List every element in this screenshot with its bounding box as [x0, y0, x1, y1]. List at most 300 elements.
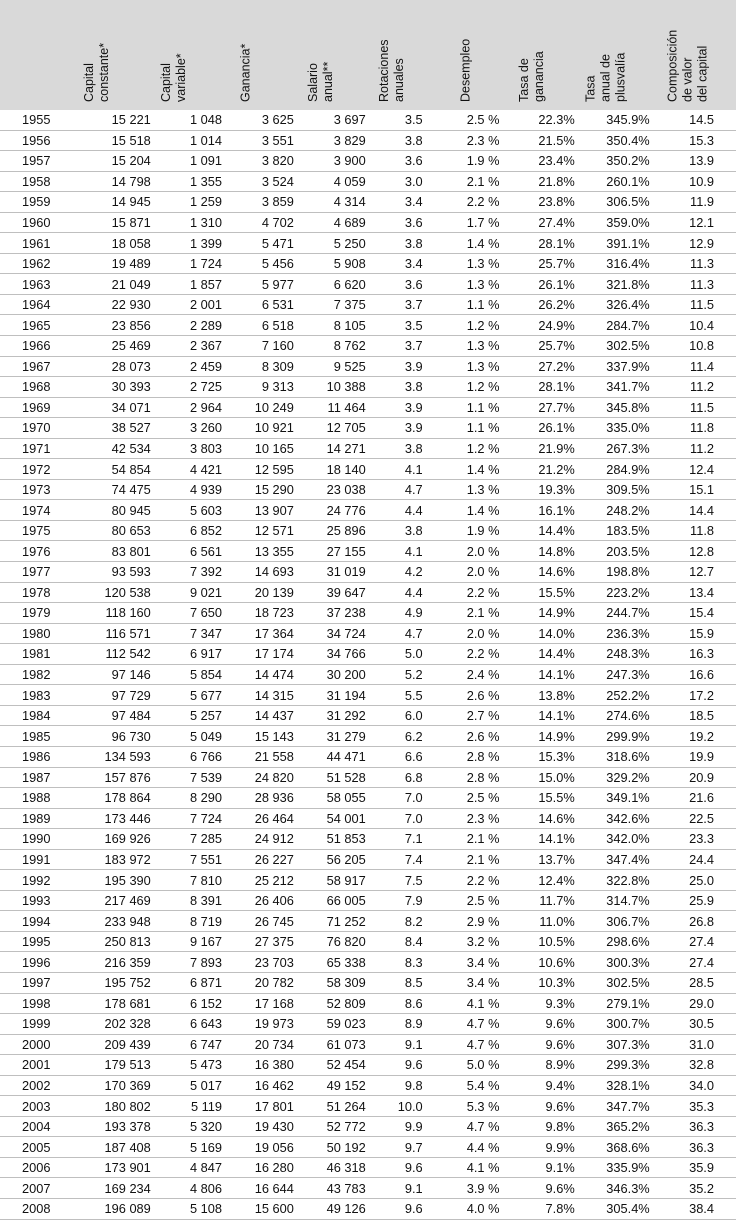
value-cell: 20 139 [254, 584, 294, 600]
value-cell: 23.8% [538, 194, 575, 210]
value-cell: 17 801 [254, 1098, 294, 1114]
value-cell: 322.8% [606, 872, 650, 888]
value-cell: 96 730 [111, 728, 151, 744]
value-cell: 24 776 [326, 502, 366, 518]
value-cell: 365.2% [606, 1119, 650, 1135]
value-cell: 35.3 [689, 1098, 714, 1114]
value-cell: 284.7% [606, 317, 650, 333]
column-header-9 [665, 2, 710, 102]
column-header-6 [452, 2, 480, 102]
value-cell: 21.2% [538, 461, 575, 477]
value-cell: 247.3% [606, 667, 650, 683]
value-cell: 112 542 [105, 646, 151, 662]
value-cell: 38 527 [111, 420, 151, 436]
year-cell: 1988 [22, 790, 51, 806]
year-cell: 1984 [22, 708, 51, 724]
value-cell: 39 647 [326, 584, 366, 600]
value-cell: 13 907 [254, 502, 294, 518]
value-cell: 335.0% [606, 420, 650, 436]
year-cell: 1971 [22, 441, 51, 457]
value-cell: 22.3% [538, 112, 575, 128]
value-cell: 350.4% [606, 132, 650, 148]
value-cell: 2.1 % [466, 831, 500, 847]
year-cell: 1955 [22, 112, 51, 128]
table-row [0, 151, 736, 172]
value-cell: 2.6 % [466, 728, 500, 744]
table-row [0, 541, 736, 562]
year-cell: 2007 [22, 1180, 51, 1196]
table-row [0, 931, 736, 952]
value-cell: 2.5 % [466, 790, 500, 806]
year-cell: 2006 [22, 1160, 51, 1176]
value-cell: 1.9 % [466, 523, 500, 539]
value-cell: 5 677 [190, 687, 223, 703]
value-cell: 350.2% [606, 153, 650, 169]
value-cell: 4.7 % [466, 1036, 500, 1052]
value-cell: 4 939 [190, 482, 223, 498]
year-cell: 2000 [22, 1036, 51, 1052]
year-cell: 1958 [22, 173, 51, 189]
value-cell: 8.9 [404, 1016, 423, 1032]
table-row [0, 171, 736, 192]
value-cell: 97 484 [111, 708, 151, 724]
value-cell: 11.8 [690, 420, 714, 436]
value-cell: 3.0 [404, 173, 423, 189]
column-header-label [584, 53, 629, 102]
value-cell: 28 073 [111, 358, 151, 374]
value-cell: 2.5 % [466, 112, 500, 128]
value-cell: 9.1 [404, 1180, 423, 1196]
value-cell: 15.1 [689, 482, 714, 498]
value-cell: 10.4 [689, 317, 714, 333]
value-cell: 279.1% [606, 995, 650, 1011]
value-cell: 24.4 [689, 851, 714, 867]
value-cell: 5 119 [190, 1098, 223, 1114]
value-cell: 1.2 % [466, 379, 500, 395]
value-cell: 9.1 [404, 1036, 423, 1052]
value-cell: 17 174 [254, 646, 294, 662]
value-cell: 12.4% [538, 872, 575, 888]
table-row [0, 767, 736, 788]
value-cell: 183.5% [606, 523, 650, 539]
value-cell: 11.4 [690, 358, 714, 374]
value-cell: 18 140 [326, 461, 366, 477]
value-cell: 11.3 [690, 276, 714, 292]
value-cell: 2.1 % [466, 851, 500, 867]
value-cell: 300.3% [606, 954, 650, 970]
value-cell: 9.6% [545, 1016, 575, 1032]
value-cell: 342.0% [606, 831, 650, 847]
value-cell: 23 038 [326, 482, 366, 498]
value-cell: 198.8% [606, 564, 650, 580]
table-row [0, 500, 736, 521]
value-cell: 8 309 [261, 358, 294, 374]
value-cell: 179 513 [104, 1057, 151, 1073]
value-cell: 5 320 [190, 1119, 223, 1135]
year-cell: 2004 [22, 1119, 51, 1135]
value-cell: 3 803 [190, 441, 223, 457]
value-cell: 9.6% [545, 1098, 575, 1114]
value-cell: 3.2 % [466, 934, 500, 950]
year-cell: 1975 [22, 523, 51, 539]
value-cell: 30.5 [689, 1016, 714, 1032]
value-cell: 10.6% [538, 954, 575, 970]
value-cell: 3 820 [261, 153, 294, 169]
value-cell: 1 857 [190, 276, 223, 292]
value-cell: 25 212 [254, 872, 294, 888]
value-cell: 195 390 [104, 872, 151, 888]
value-cell: 14.8% [538, 543, 575, 559]
value-cell: 2.5 % [466, 893, 500, 909]
value-cell: 35.9 [689, 1160, 714, 1176]
table-row [0, 1034, 736, 1055]
value-cell: 17 364 [254, 625, 294, 641]
value-cell: 12 705 [326, 420, 366, 436]
year-cell: 1962 [22, 256, 51, 272]
value-cell: 7.4 [404, 851, 423, 867]
table-row [0, 438, 736, 459]
value-cell: 347.7% [606, 1098, 650, 1114]
value-cell: 3.9 [404, 420, 423, 436]
value-cell: 7 539 [190, 769, 223, 785]
year-cell: 1986 [22, 749, 51, 765]
value-cell: 25.9 [689, 893, 714, 909]
value-cell: 202 328 [104, 1016, 151, 1032]
value-cell: 2.1 % [466, 173, 500, 189]
value-cell: 80 653 [111, 523, 151, 539]
value-cell: 3 859 [261, 194, 294, 210]
value-cell: 9.9 [404, 1119, 423, 1135]
table-row [0, 993, 736, 1014]
value-cell: 248.3% [606, 646, 650, 662]
value-cell: 170 369 [104, 1077, 151, 1093]
value-cell: 118 160 [105, 605, 151, 621]
value-cell: 15.3 [689, 132, 714, 148]
table-row [0, 1116, 736, 1137]
value-cell: 11.0% [539, 913, 575, 929]
value-cell: 3.9 [404, 358, 423, 374]
value-cell: 19 056 [254, 1139, 294, 1155]
value-cell: 5 017 [190, 1077, 223, 1093]
value-cell: 52 809 [326, 995, 366, 1011]
table-row [0, 623, 736, 644]
year-cell: 1998 [22, 995, 51, 1011]
value-cell: 14.6% [538, 564, 575, 580]
year-cell: 1966 [22, 338, 51, 354]
value-cell: 2 001 [190, 297, 223, 313]
table-row [0, 911, 736, 932]
value-cell: 3 551 [261, 132, 294, 148]
value-cell: 34.0 [689, 1077, 714, 1093]
value-cell: 1.4 % [466, 502, 500, 518]
value-cell: 15 221 [111, 112, 151, 128]
value-cell: 335.9% [606, 1160, 650, 1176]
value-cell: 9.1% [545, 1160, 575, 1176]
column-header-line: Capital [82, 63, 96, 102]
year-cell: 1959 [22, 194, 51, 210]
value-cell: 5 049 [190, 728, 223, 744]
value-cell: 248.2% [606, 502, 650, 518]
value-cell: 15 204 [111, 153, 151, 169]
value-cell: 49 126 [326, 1201, 366, 1217]
value-cell: 25.0 [689, 872, 714, 888]
value-cell: 1 310 [190, 215, 223, 230]
value-cell: 9.3% [545, 995, 575, 1011]
value-cell: 4.4 [404, 584, 423, 600]
value-cell: 5.3 % [466, 1098, 500, 1114]
value-cell: 27.4% [538, 215, 575, 230]
value-cell: 305.4% [606, 1201, 650, 1217]
value-cell: 1 724 [190, 256, 223, 272]
value-cell: 5 854 [190, 667, 223, 683]
value-cell: 12.8 [689, 543, 714, 559]
year-cell: 1968 [22, 379, 51, 395]
value-cell: 54 854 [111, 461, 151, 477]
value-cell: 8 290 [190, 790, 223, 806]
value-cell: 195 752 [104, 975, 151, 991]
value-cell: 15 871 [111, 215, 151, 230]
value-cell: 8 762 [333, 338, 366, 354]
value-cell: 1.3 % [466, 358, 500, 374]
column-header-line: Composición [665, 29, 680, 102]
value-cell: 11.2 [690, 379, 714, 395]
value-cell: 209 439 [104, 1036, 151, 1052]
value-cell: 8.6 [404, 995, 423, 1011]
value-cell: 4.1 [404, 461, 423, 477]
value-cell: 80 945 [111, 502, 151, 518]
value-cell: 28.5 [689, 975, 714, 991]
value-cell: 14.6% [538, 810, 575, 826]
value-cell: 6 152 [190, 995, 223, 1011]
value-cell: 10.9 [689, 173, 714, 189]
value-cell: 22.5 [689, 810, 714, 826]
value-cell: 4.7 % [466, 1016, 500, 1032]
year-cell: 2003 [22, 1098, 51, 1114]
value-cell: 12.7 [689, 564, 714, 580]
value-cell: 14 474 [254, 667, 294, 683]
value-cell: 302.5% [606, 338, 650, 354]
value-cell: 1 399 [190, 235, 223, 251]
value-cell: 6 561 [190, 543, 223, 559]
value-cell: 51 528 [326, 769, 366, 785]
column-header-line: anuales [392, 58, 406, 102]
value-cell: 26 745 [254, 913, 294, 929]
year-cell: 1972 [22, 461, 51, 477]
value-cell: 217 469 [104, 893, 151, 909]
value-cell: 76 820 [326, 934, 366, 950]
year-cell: 1965 [22, 317, 51, 333]
value-cell: 347.4% [606, 851, 650, 867]
value-cell: 37 238 [326, 605, 366, 621]
value-cell: 10.8 [689, 338, 714, 354]
value-cell: 9 021 [190, 584, 223, 600]
value-cell: 10 388 [326, 379, 366, 395]
value-cell: 15.5% [538, 584, 575, 600]
value-cell: 28.1% [538, 235, 575, 251]
table-row [0, 1096, 736, 1117]
table-row [0, 110, 736, 130]
value-cell: 5 250 [333, 235, 366, 251]
value-cell: 306.7% [606, 913, 650, 929]
table-row [0, 1157, 736, 1178]
year-cell: 1985 [22, 728, 51, 744]
column-header-line: Tasa de [517, 58, 531, 102]
year-cell: 1991 [22, 851, 51, 867]
value-cell: 14.9% [538, 728, 575, 744]
table-row [0, 726, 736, 747]
value-cell: 8.5 [404, 975, 423, 991]
value-cell: 6 852 [190, 523, 223, 539]
value-cell: 14 693 [254, 564, 294, 580]
value-cell: 4 421 [190, 461, 223, 477]
value-cell: 1.1 % [466, 399, 500, 415]
value-cell: 15 143 [254, 728, 294, 744]
value-cell: 14.0% [538, 625, 575, 641]
value-cell: 12.1 [689, 215, 714, 230]
value-cell: 2.2 % [466, 584, 500, 600]
column-header-line: de valor [680, 57, 695, 102]
table-row [0, 315, 736, 336]
value-cell: 5.0 % [466, 1057, 500, 1073]
value-cell: 3 625 [261, 112, 294, 128]
value-cell: 14.4 [689, 502, 714, 518]
value-cell: 216 359 [104, 954, 151, 970]
value-cell: 314.7% [606, 893, 650, 909]
value-cell: 9.6% [545, 1036, 575, 1052]
year-cell: 1970 [22, 420, 51, 436]
value-cell: 14.4% [538, 523, 575, 539]
value-cell: 368.6% [606, 1139, 650, 1155]
value-cell: 5.0 [404, 646, 423, 662]
value-cell: 61 073 [326, 1036, 366, 1052]
value-cell: 26.1% [538, 420, 575, 436]
value-cell: 3.8 [404, 235, 423, 251]
value-cell: 15 518 [111, 132, 151, 148]
value-cell: 5 908 [333, 256, 366, 272]
value-cell: 4.0 % [466, 1201, 500, 1217]
column-header-line: Desempleo [458, 38, 473, 102]
value-cell: 20 734 [254, 1036, 294, 1052]
value-cell: 3.7 [404, 338, 423, 354]
column-header-line: Rotaciones [377, 39, 391, 102]
table-row [0, 336, 736, 357]
column-header-line: Salario [306, 63, 320, 102]
value-cell: 173 901 [104, 1160, 151, 1176]
table-row [0, 562, 736, 583]
value-cell: 2.1 % [466, 605, 500, 621]
value-cell: 97 729 [111, 687, 151, 703]
value-cell: 58 309 [326, 975, 366, 991]
value-cell: 298.6% [606, 934, 650, 950]
value-cell: 8 105 [333, 317, 366, 333]
value-cell: 1 048 [190, 112, 223, 128]
value-cell: 4.2 [404, 564, 423, 580]
value-cell: 43 783 [326, 1180, 366, 1196]
value-cell: 193 378 [104, 1119, 151, 1135]
value-cell: 2.0 % [466, 543, 500, 559]
value-cell: 1.7 % [466, 215, 500, 230]
value-cell: 26.2% [538, 297, 575, 313]
value-cell: 52 454 [326, 1057, 366, 1073]
value-cell: 2.2 % [466, 646, 500, 662]
value-cell: 2 367 [190, 338, 223, 354]
value-cell: 11.5 [690, 399, 714, 415]
value-cell: 8 719 [190, 913, 223, 929]
value-cell: 19.3% [538, 482, 575, 498]
value-cell: 1.3 % [466, 482, 500, 498]
table-row [0, 1014, 736, 1035]
value-cell: 9 167 [190, 934, 223, 950]
year-cell: 1957 [22, 153, 51, 169]
value-cell: 15.9 [689, 625, 714, 641]
value-cell: 17.2 [689, 687, 714, 703]
value-cell: 345.9% [606, 112, 650, 128]
value-cell: 71 252 [326, 913, 366, 929]
value-cell: 20 782 [254, 975, 294, 991]
value-cell: 13 355 [254, 543, 294, 559]
value-cell: 13.8% [538, 687, 575, 703]
value-cell: 328.1% [606, 1077, 650, 1093]
value-cell: 1.1 % [466, 420, 500, 436]
value-cell: 9.7 [404, 1139, 423, 1155]
year-cell: 2008 [22, 1201, 51, 1217]
table-row [0, 829, 736, 850]
value-cell: 19.2 [689, 728, 714, 744]
value-cell: 93 593 [111, 564, 151, 580]
value-cell: 7.9 [404, 893, 423, 909]
value-cell: 346.3% [606, 1180, 650, 1196]
value-cell: 6 871 [190, 975, 223, 991]
value-cell: 5.4 % [466, 1077, 500, 1093]
year-cell: 1981 [22, 646, 51, 662]
value-cell: 16 280 [254, 1160, 294, 1176]
column-header-5 [378, 2, 406, 102]
value-cell: 12.9 [689, 235, 714, 251]
value-cell: 7 285 [190, 831, 223, 847]
value-cell: 7 551 [190, 851, 223, 867]
value-cell: 342.6% [606, 810, 650, 826]
table-row [0, 1075, 736, 1096]
value-cell: 307.3% [606, 1036, 650, 1052]
value-cell: 4.9 [404, 605, 423, 621]
value-cell: 16.3 [689, 646, 714, 662]
table-row [0, 130, 736, 151]
value-cell: 59 023 [326, 1016, 366, 1032]
value-cell: 23 856 [111, 317, 151, 333]
value-cell: 5 257 [190, 708, 223, 724]
value-cell: 11.5 [690, 297, 714, 313]
value-cell: 4.4 [404, 502, 423, 518]
value-cell: 6.2 [404, 728, 423, 744]
value-cell: 14.1% [538, 708, 575, 724]
column-header-line: variable* [174, 53, 188, 102]
value-cell: 3 697 [333, 112, 366, 128]
value-cell: 11.2 [690, 441, 714, 457]
table-row [0, 1178, 736, 1199]
value-cell: 3.8 [404, 523, 423, 539]
value-cell: 3 900 [333, 153, 366, 169]
column-header-4 [307, 2, 335, 102]
value-cell: 32.8 [689, 1057, 714, 1073]
year-cell: 2005 [22, 1139, 51, 1155]
value-cell: 15.3% [538, 749, 575, 765]
data-table [0, 110, 736, 1220]
value-cell: 6 766 [190, 749, 223, 765]
value-cell: 6.6 [404, 749, 423, 765]
value-cell: 26.1% [538, 276, 575, 292]
value-cell: 21.9% [538, 441, 575, 457]
value-cell: 14.1% [538, 667, 575, 683]
